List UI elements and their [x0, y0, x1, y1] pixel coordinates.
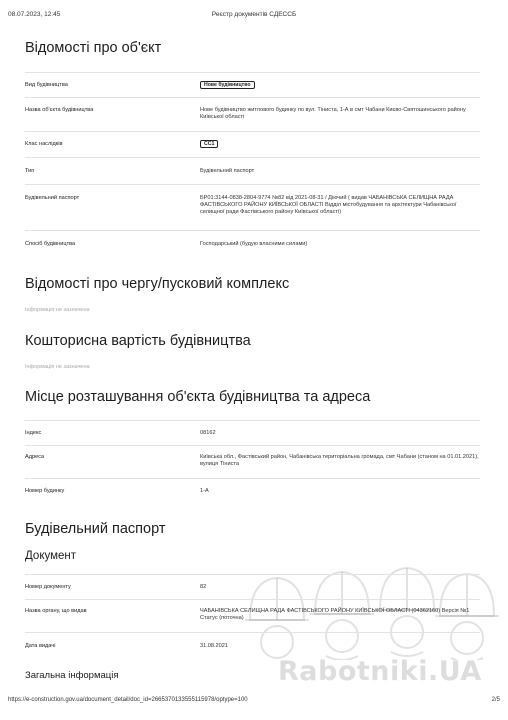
section-title-passport: Будівельний паспорт: [25, 521, 166, 537]
row-consequence-class: [25, 132, 480, 158]
row-label: Номер будинку: [25, 488, 65, 494]
subsection-title-document: Документ: [25, 550, 77, 562]
section-title-cost: Кошторисна вартість будівництва: [25, 333, 251, 349]
row-address: [25, 445, 480, 479]
consequence-class-badge: СС1: [200, 140, 218, 148]
print-datetime: 08.07.2023, 12:45: [8, 11, 61, 18]
cost-empty-text: Інформація не зазначена: [25, 364, 90, 370]
row-document-number: [25, 574, 480, 600]
row-construction-method: [25, 231, 480, 258]
print-url: https://e-construction.gov.ua/document_detail/doc_id=2665370133555115978/optype=100: [8, 697, 248, 703]
page-number: 2/5: [491, 697, 500, 703]
row-label: Індекс: [25, 430, 42, 436]
row-value: 82: [200, 584, 207, 590]
row-type: [25, 158, 480, 185]
print-title: Реєстр документів СДЕССБ: [211, 11, 297, 18]
row-value: Київська обл., Фастівський район, Чабанівська територіальна громада, смт Чабани (станом на 01.01.2021), вулиця Тіниста: [200, 454, 479, 468]
print-footer: [8, 697, 500, 707]
construction-type-badge: Нове будівництво: [200, 81, 255, 89]
row-value: 1-А: [200, 488, 209, 494]
subsection-title-general: Загальна інформація: [25, 670, 119, 681]
row-value: Будівельний паспорт: [200, 168, 255, 174]
row-label: Назва об'єкта будівництва: [25, 107, 94, 113]
row-label: Тип: [25, 168, 35, 174]
section-title-object: Відомості про об'єкт: [25, 40, 162, 56]
row-label: Назва органу, що видав: [25, 608, 87, 614]
section-title-queue: Відомості про чергу/пусковий комплекс: [25, 276, 290, 292]
row-label: Спосіб будівництва: [25, 241, 76, 247]
row-label: Вид будівництва: [25, 82, 68, 88]
section-title-location: Місце розташування об'єкта будівництва та адреса: [25, 389, 371, 405]
row-value: 31.08.2021: [200, 643, 228, 649]
row-value: ЧАБАНІВСЬКА СЕЛИЩНА РАДА ФАСТІВСЬКОГО РАЙОНУ КИЇВСЬКОЇ ОБЛАСТІ (04362160) Версія №1 Статус (поточна): [200, 608, 470, 622]
watermark-text: Rabotniki.UA: [278, 656, 482, 687]
queue-empty-text: Інформація не зазначена: [25, 307, 90, 313]
row-postal-index: [25, 420, 480, 446]
row-label: Дата видачі: [25, 643, 56, 649]
row-construction-type: [25, 72, 480, 98]
row-value: Нове будівництво житлового будинку по вул. Тіниста, 1-А в смт Чабани Києво-Святошинського району Київської області: [200, 107, 466, 121]
row-label: Будівельний паспорт: [25, 195, 80, 201]
row-issue-date: [25, 633, 480, 658]
row-label: Номер документу: [25, 584, 71, 590]
row-value: 08162: [200, 430, 216, 436]
print-header: [8, 11, 500, 21]
row-object-name: [25, 97, 480, 132]
row-house-number: [25, 479, 480, 504]
row-label: Клас наслідків: [25, 141, 63, 147]
row-building-passport: [25, 185, 480, 231]
row-value: Господарський (будую власними силами): [200, 241, 308, 247]
row-issuing-authority: [25, 599, 480, 633]
row-value: БР01:3144-0838-2804-9774 №82 від 2021-08-31 / Діючий ( видав ЧАБАНІВСЬКА СЕЛИЩНА РАДА ФАСТІВСЬКОГО РАЙОНУ КИЇВСЬКОЇ ОБЛАСТІ Відділ містобудування та архітектури Чабанівської селищної ради Фастівського району Київської області): [200, 195, 457, 216]
row-label: Адреса: [25, 454, 45, 460]
